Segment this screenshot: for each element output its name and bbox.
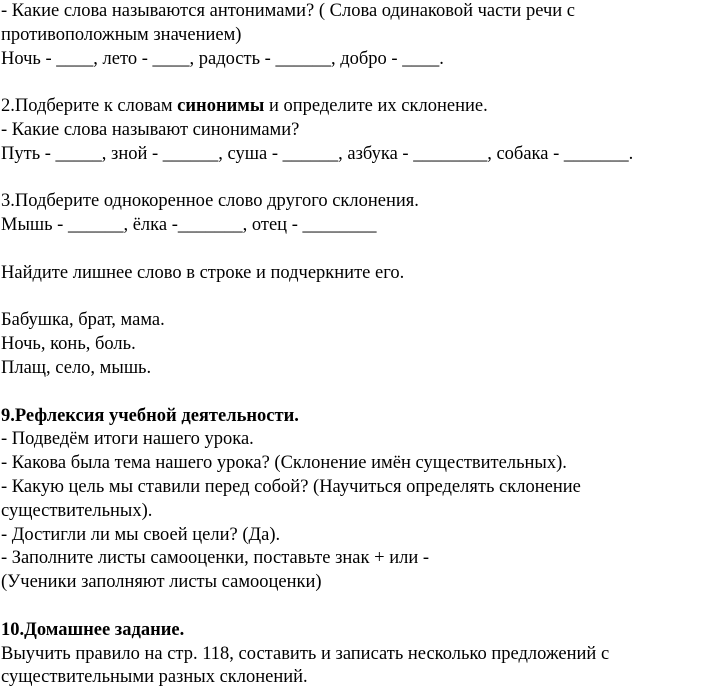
spacer — [1, 238, 701, 262]
synonyms-task-prefix: 2.Подберите к словам — [1, 96, 178, 117]
spacer — [1, 595, 701, 619]
reflection-heading: 9.Рефлексия учебной деятельности. — [1, 405, 299, 426]
homework-line-1: Выучить правило на стр. 118, составить и записать несколько предложений с — [1, 643, 610, 664]
reflection-line-3: - Какую цель мы ставили перед собой? (Научиться определять склонение — [1, 476, 581, 497]
odd-word-row-1: Бабушка, брат, мама. — [1, 310, 165, 331]
odd-word-row-2: Ночь, конь, боль. — [1, 334, 136, 355]
same-root-section — [1, 190, 701, 238]
antonyms-section — [1, 0, 701, 71]
same-root-words: Мышь - ______, ёлка -_______, отец - ________ — [1, 215, 377, 236]
synonyms-task-suffix: и определите их склонение. — [264, 96, 488, 117]
spacer — [1, 381, 701, 405]
odd-word-task: Найдите лишнее слово в строке и подчеркните его. — [1, 262, 405, 283]
odd-word-section — [1, 262, 701, 381]
homework-heading: 10.Домашнее задание. — [1, 619, 185, 640]
antonyms-question-line-1: - Какие слова называются антонимами? ( Слова одинаковой части речи с — [1, 1, 575, 21]
spacer — [1, 286, 701, 310]
document-page — [1, 0, 701, 690]
spacer — [1, 71, 701, 95]
spacer — [1, 167, 701, 191]
reflection-line-2: - Какова была тема нашего урока? (Склонение имён существительных). — [1, 453, 567, 474]
synonyms-task-bold: синонимы — [177, 96, 265, 117]
synonyms-task — [1, 95, 701, 119]
reflection-line-5: - Достигли ли мы своей цели? (Да). — [1, 524, 281, 545]
homework-line-2: существительными разных склонений. — [1, 667, 308, 688]
reflection-line-6: - Заполните листы самооценки, поставьте знак + или - — [1, 548, 430, 569]
reflection-line-4: существительных). — [1, 500, 153, 521]
odd-word-row-3: Плащ, село, мышь. — [1, 357, 152, 378]
antonyms-words: Ночь - ____, лето - ____, радость - ______, добро - ____. — [1, 48, 444, 69]
synonyms-question: - Какие слова называют синонимами? — [1, 119, 300, 140]
antonyms-question-line-2: противоположным значением) — [1, 24, 242, 45]
same-root-task: 3.Подберите однокоренное слово другого склонения. — [1, 191, 419, 212]
reflection-line-7: (Ученики заполняют листы самооценки) — [1, 572, 322, 593]
synonyms-words: Путь - _____, зной - ______, суша - ______, азбука - ________, собака - _______. — [1, 143, 634, 164]
reflection-section — [1, 405, 701, 595]
reflection-line-1: - Подведём итоги нашего урока. — [1, 429, 254, 450]
synonyms-section — [1, 95, 701, 166]
homework-section — [1, 619, 701, 690]
